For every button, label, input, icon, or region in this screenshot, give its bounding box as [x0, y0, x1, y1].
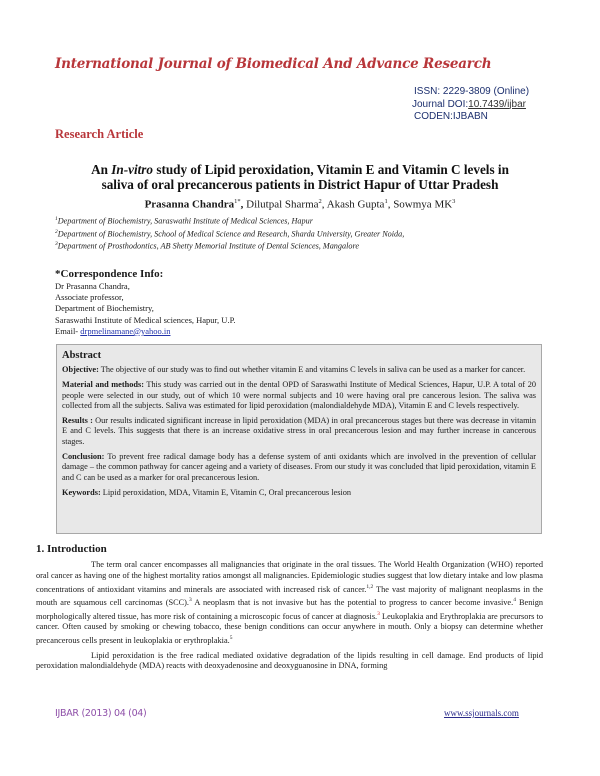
introduction-body: [36, 560, 543, 676]
affiliation: $^2$Department of Biochemistry, School of Medical Science and Research, Sharda University, Greater Noida,: [55, 228, 405, 239]
abstract-results: Results : Our results indicated significant increase in lipid peroxidation (MDA) in oral precancerous stages but there was decrease in vitamin E and C levels. This suggests that there is an increase oxidative stress in oral precancerous lesion and may further increase in cancerous stages.: [62, 416, 536, 446]
footer-citation: IJBAR (2013) 04 (04): [55, 708, 147, 719]
journal-title: International Journal of Biomedical And Advance Research: [55, 56, 492, 72]
title-prefix: An: [91, 162, 112, 177]
correspondence-line: Dr Prasanna Chandra,: [55, 281, 130, 291]
correspondence-email-row: [55, 326, 235, 337]
paper-title: [40, 162, 560, 192]
correspondence-info: [55, 268, 235, 337]
abstract-objective: Objective: The objective of our study was to find out whether vitamin E and vitamins C levels in saliva can be used as a marker for cancer.: [62, 365, 526, 374]
affiliation: $^1$Department of Biochemistry, Saraswathi Institute of Medical Sciences, Hapur: [55, 216, 313, 226]
correspondence-line: Department of Biochemistry,: [55, 303, 154, 314]
author: Dilutpal Sharma: [246, 198, 319, 211]
author-sup: 1: [384, 198, 388, 205]
footer-website-link[interactable]: www.ssjournals.com: [444, 708, 519, 718]
abstract-box: [56, 344, 542, 534]
affiliation: $^3$Department of Prosthodontics, AB Shetty Memorial Institute of Dental Sciences, Mangalore: [55, 241, 359, 252]
coden: CODEN:IJBABN: [414, 111, 488, 122]
author-sup: 3: [452, 198, 456, 205]
correspondence-line: Associate professor,: [55, 292, 124, 303]
author: Prasanna Chandra: [144, 198, 235, 211]
title-line2: saliva of oral precancerous patients in District Hapur of Uttar Pradesh: [101, 177, 499, 192]
affiliations: [55, 214, 404, 252]
author-list: Prasanna Chandra$^{1*}$, Dilutpal Sharma$^2$, Akash Gupta$^1$, Sowmya $MK^3$: [144, 198, 456, 211]
email-label: Email-: [55, 325, 81, 336]
abstract-keywords: Keywords: Lipid peroxidation, MDA, Vitamin E, Vitamin C, Oral precancerous lesion: [62, 487, 352, 497]
doi-label: Journal DOI:: [412, 98, 469, 110]
author: Sowmya MK: [393, 198, 453, 211]
title-line1: study of Lipid peroxidation, Vitamin E and Vitamin C levels in: [153, 162, 509, 177]
issn: ISSN: 2229-3809 (Online): [414, 86, 530, 97]
author-sup: 1*: [234, 198, 241, 205]
abstract-methods: Material and methods: This study was carried out in the dental OPD of Saraswathi Institute of Medical Sciences, Hapur, U.P. A total of 20 people were selected in our study, out of which 10 were normal subjects and 10 were having oral pre cancerous lesion. The saliva was collected from all the subjects. Saliva was estimated for lipid peroxidation (malondialdehyde MDA), Vitamin E and C levels respectively.: [62, 380, 536, 410]
author: Akash Gupta: [326, 198, 385, 211]
article-type: Research Article: [55, 127, 144, 141]
author-sup: 2: [318, 198, 322, 205]
abstract-conclusion: Conclusion: To prevent free radical damage body has a defense system of anti oxidants which are involved in the prevention of cellular damage – the common pathway for cancer ageing and a variety of diseases. From our study it was concluded that lipid peroxidation, vitamin E and C can be used as a marker for oral precancerous lesion.: [62, 452, 536, 482]
abstract-heading: Abstract: [62, 350, 102, 361]
doi-link[interactable]: 10.7439/ijbar: [468, 98, 526, 110]
section-heading-introduction: 1. Introduction: [36, 543, 107, 555]
journal-doi: [412, 99, 529, 112]
email-link[interactable]: drpmelinamane@yahoo.in: [80, 325, 171, 336]
paragraph: Lipid peroxidation is the free radical mediated oxidative degradation of the lipids resulting in cell damage. End products of lipid peroxidation malondialdehyde (MDA) reacts with deoxyadenosine and deoxyguanosine in DNA, forming: [36, 650, 543, 671]
title-italic: In-vitro: [111, 162, 154, 177]
journal-meta: [412, 86, 529, 124]
paragraph: The term oral cancer encompasses all malignancies that originate in the oral tissues. The World Health Organization (WHO) reported oral cancer as having one of the highest mortality ratios amongst all malignancies. Epidemiologic studies suggest that low dietary intake and low plasma concentrations of antioxidant vitamins and minerals are associated with increased risk of cancer.$^{1,2}$ The vast majority of malignant neoplasms in the mouth are squamous cell carcinomas (SCC).$^3$ A neoplasm that is not invasive but has the potential to progress to cancer become invasive.$^4$ Benign morphologically altered tissue, has more risk of containing a microscopic focus of cancer at diagnosis.$^3$ Leukoplakia and Erythroplakia are precursors to cancer. Often caused by smoking or chewing tobacco, these benign conditions can occur anywhere in mouth. Only a biopsy can determine whether precancerous cells present in leukoplakia or erythroplakia.$^5$: [36, 560, 543, 645]
correspondence-heading: *Correspondence Info:: [55, 268, 164, 280]
correspondence-line: Saraswathi Institute of Medical sciences, Hapur, U.P.: [55, 314, 236, 325]
